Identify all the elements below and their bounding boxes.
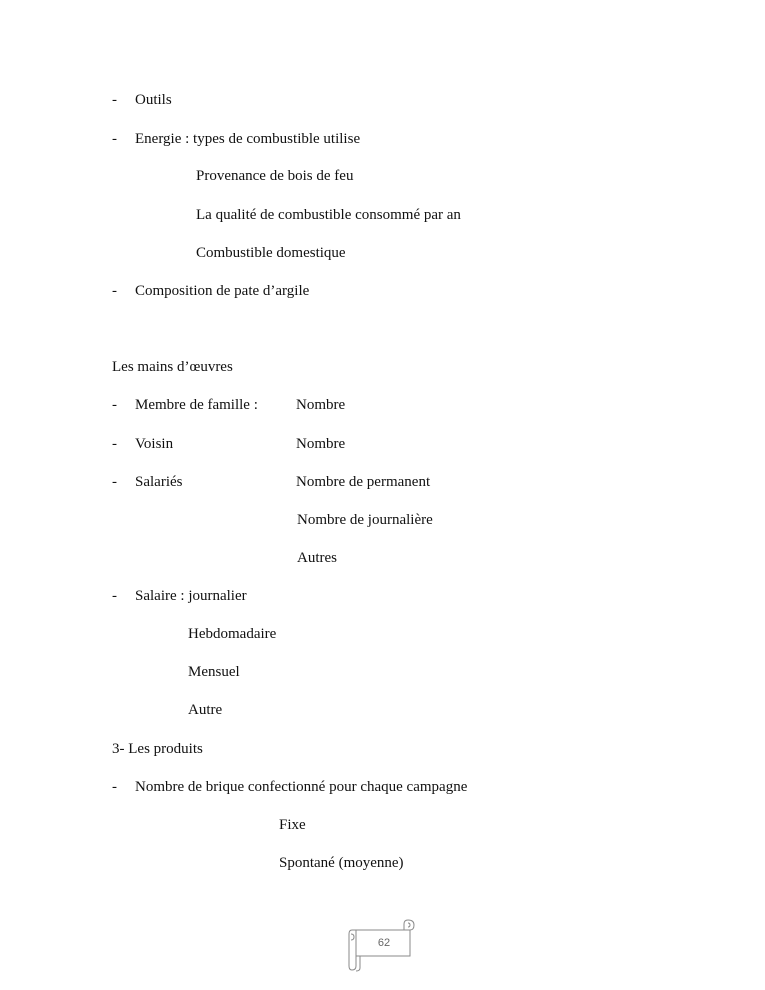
- products-bricks-fixed: Fixe: [279, 817, 306, 833]
- item-tools: Outils: [135, 92, 172, 108]
- bullet-dash: -: [112, 283, 117, 299]
- page-number: 62: [377, 937, 391, 949]
- bullet-dash: -: [112, 474, 117, 490]
- labor-neighbor-value: Nombre: [296, 436, 346, 452]
- energy-detail-wood-source: Provenance de bois de feu: [196, 168, 354, 184]
- bullet-dash: -: [112, 92, 117, 108]
- salary-label: Salaire : journalier: [135, 588, 247, 604]
- bullet-dash: -: [112, 436, 117, 452]
- labor-family-label: Membre de famille :: [135, 397, 258, 413]
- labor-employees-other: Autres: [297, 550, 337, 566]
- salary-option-other: Autre: [188, 702, 223, 718]
- salary-option-weekly: Hebdomadaire: [188, 626, 277, 642]
- item-clay-composition: Composition de pate d’argile: [135, 283, 310, 299]
- labor-employees-daily: Nombre de journalière: [297, 512, 433, 528]
- salary-option-monthly: Mensuel: [188, 664, 240, 680]
- labor-neighbor-label: Voisin: [135, 436, 174, 452]
- labor-employees-permanent: Nombre de permanent: [296, 474, 431, 490]
- labor-family-value: Nombre: [296, 397, 346, 413]
- labor-heading: Les mains d’œuvres: [112, 359, 233, 375]
- item-energy: Energie : types de combustible utilise: [135, 131, 361, 147]
- bullet-dash: -: [112, 588, 117, 604]
- energy-detail-domestic-fuel: Combustible domestique: [196, 245, 346, 261]
- products-bricks-spontaneous: Spontané (moyenne): [279, 855, 404, 871]
- energy-detail-fuel-quality: La qualité de combustible consommé par an: [196, 207, 461, 223]
- bullet-dash: -: [112, 131, 117, 147]
- products-heading: 3- Les produits: [112, 741, 203, 757]
- bullet-dash: -: [112, 779, 117, 795]
- labor-employees-label: Salariés: [135, 474, 183, 490]
- bullet-dash: -: [112, 397, 117, 413]
- products-bricks-question: Nombre de brique confectionné pour chaque campagne: [135, 779, 468, 795]
